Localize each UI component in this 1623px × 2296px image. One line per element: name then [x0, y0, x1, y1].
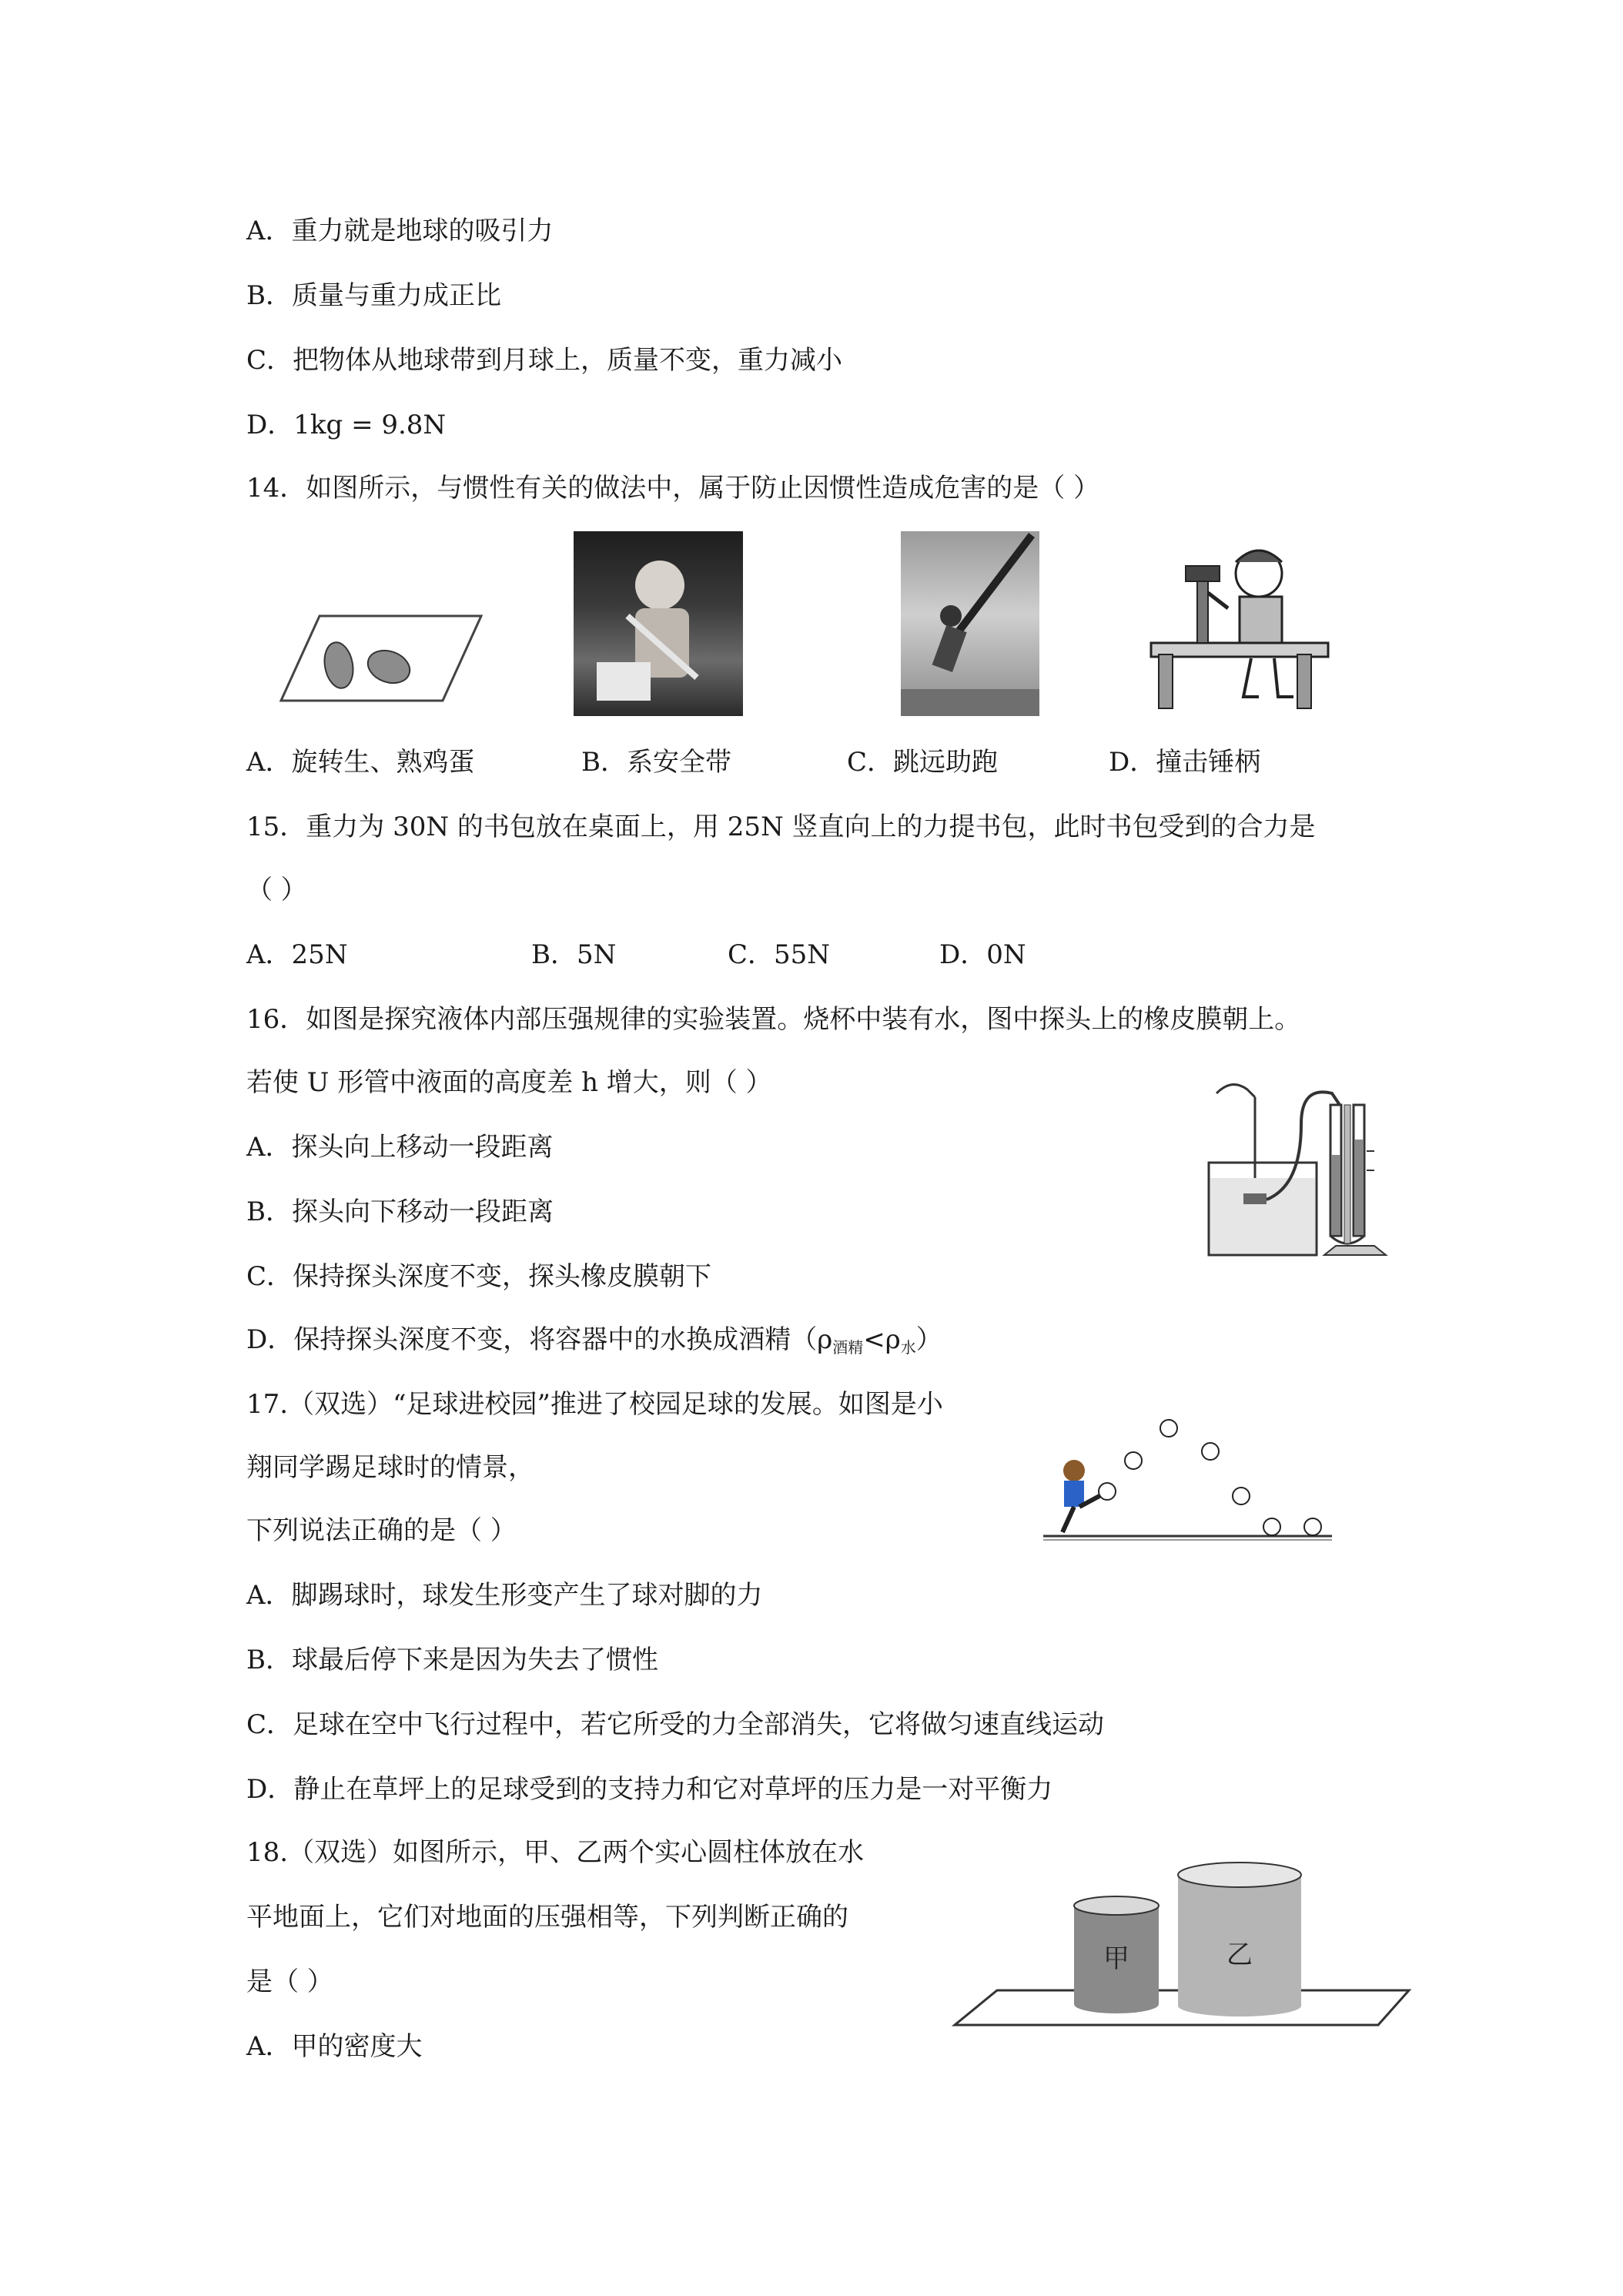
seatbelt-photo: [574, 531, 743, 716]
q14-option-d: D．撞击锤柄: [1109, 747, 1261, 778]
q14-option-a: A．旋转生、熟鸡蛋: [246, 747, 475, 778]
q17-option-a: A．脚踢球时，球发生形变产生了球对脚的力: [246, 1580, 763, 1611]
eggs-figure: [273, 531, 489, 708]
hammer-figure: [1143, 531, 1336, 716]
cylinders-figure: [951, 1859, 1413, 2037]
football-kick-figure: [1039, 1413, 1340, 1551]
q17-stem-line2: 翔同学踢足球时的情景，: [246, 1452, 534, 1483]
q15-option-a: A．25N: [246, 939, 348, 970]
q18-option-a: A．甲的密度大: [246, 2031, 423, 2062]
q15-option-b: B．5N: [531, 939, 617, 970]
cylinder-label-yi: 乙: [1226, 1940, 1253, 1970]
q16-option-b: B．探头向下移动一段距离: [246, 1197, 554, 1227]
q15-stem-line2: （ ）: [246, 875, 307, 905]
q14-stem: 14．如图所示，与惯性有关的做法中，属于防止因惯性造成危害的是（ ）: [246, 473, 1100, 504]
q17-option-d: D．静止在草坪上的足球受到的支持力和它对草坪的压力是一对平衡力: [246, 1774, 1053, 1805]
q17-option-b: B．球最后停下来是因为失去了惯性: [246, 1645, 658, 1675]
q14-option-b: B．系安全带: [581, 747, 731, 778]
q14-option-c: C．跳远助跑: [847, 747, 999, 778]
q16-stem-line1: 16．如图是探究液体内部压强规律的实验装置。烧杯中装有水，图中探头上的橡皮膜朝上。: [246, 1004, 1301, 1035]
q16-option-d: D．保持探头深度不变，将容器中的水换成酒精$(\rho_{酒精}<\rho_水)$: [246, 1324, 942, 1357]
q16-option-c: C．保持探头深度不变，探头橡皮膜朝下: [246, 1261, 712, 1292]
pressure-apparatus-figure: [1201, 1063, 1401, 1270]
q13-option-c: C．把物体从地球带到月球上，质量不变，重力减小: [246, 345, 843, 376]
q18-stem-line1: 18.（双选）如图所示，甲、乙两个实心圆柱体放在水: [246, 1837, 865, 1868]
q18-stem-line3: 是（ ）: [246, 1966, 333, 1997]
q15-stem-line1: 15．重力为 30N 的书包放在桌面上，用 25N 竖直向上的力提书包，此时书包受到的合力是: [246, 812, 1316, 842]
q16-option-a: A．探头向上移动一段距离: [246, 1132, 554, 1163]
q13-option-a: A．重力就是地球的吸引力: [246, 216, 554, 246]
cylinder-label-jia: 甲: [1103, 1943, 1129, 1974]
q18-stem-line2: 平地面上，它们对地面的压强相等，下列判断正确的: [246, 1902, 848, 1933]
q13-option-b: B．质量与重力成正比: [246, 280, 501, 311]
q16-stem-line2: 若使 U 形管中液面的高度差 h 增大，则（ ）: [246, 1067, 772, 1098]
long-jump-photo: [901, 531, 1039, 716]
q13-option-d: D．1kg = 9.8N: [246, 410, 447, 440]
q17-stem-line3: 下列说法正确的是（ ）: [246, 1515, 517, 1546]
q15-option-c: C．55N: [728, 939, 831, 970]
q15-option-d: D．0N: [939, 939, 1026, 970]
q17-option-c: C．足球在空中飞行过程中，若它所受的力全部消失，它将做匀速直线运动: [246, 1709, 1105, 1740]
q17-stem-line1: 17.（双选）“足球进校园”推进了校园足球的发展。如图是小: [246, 1389, 943, 1420]
